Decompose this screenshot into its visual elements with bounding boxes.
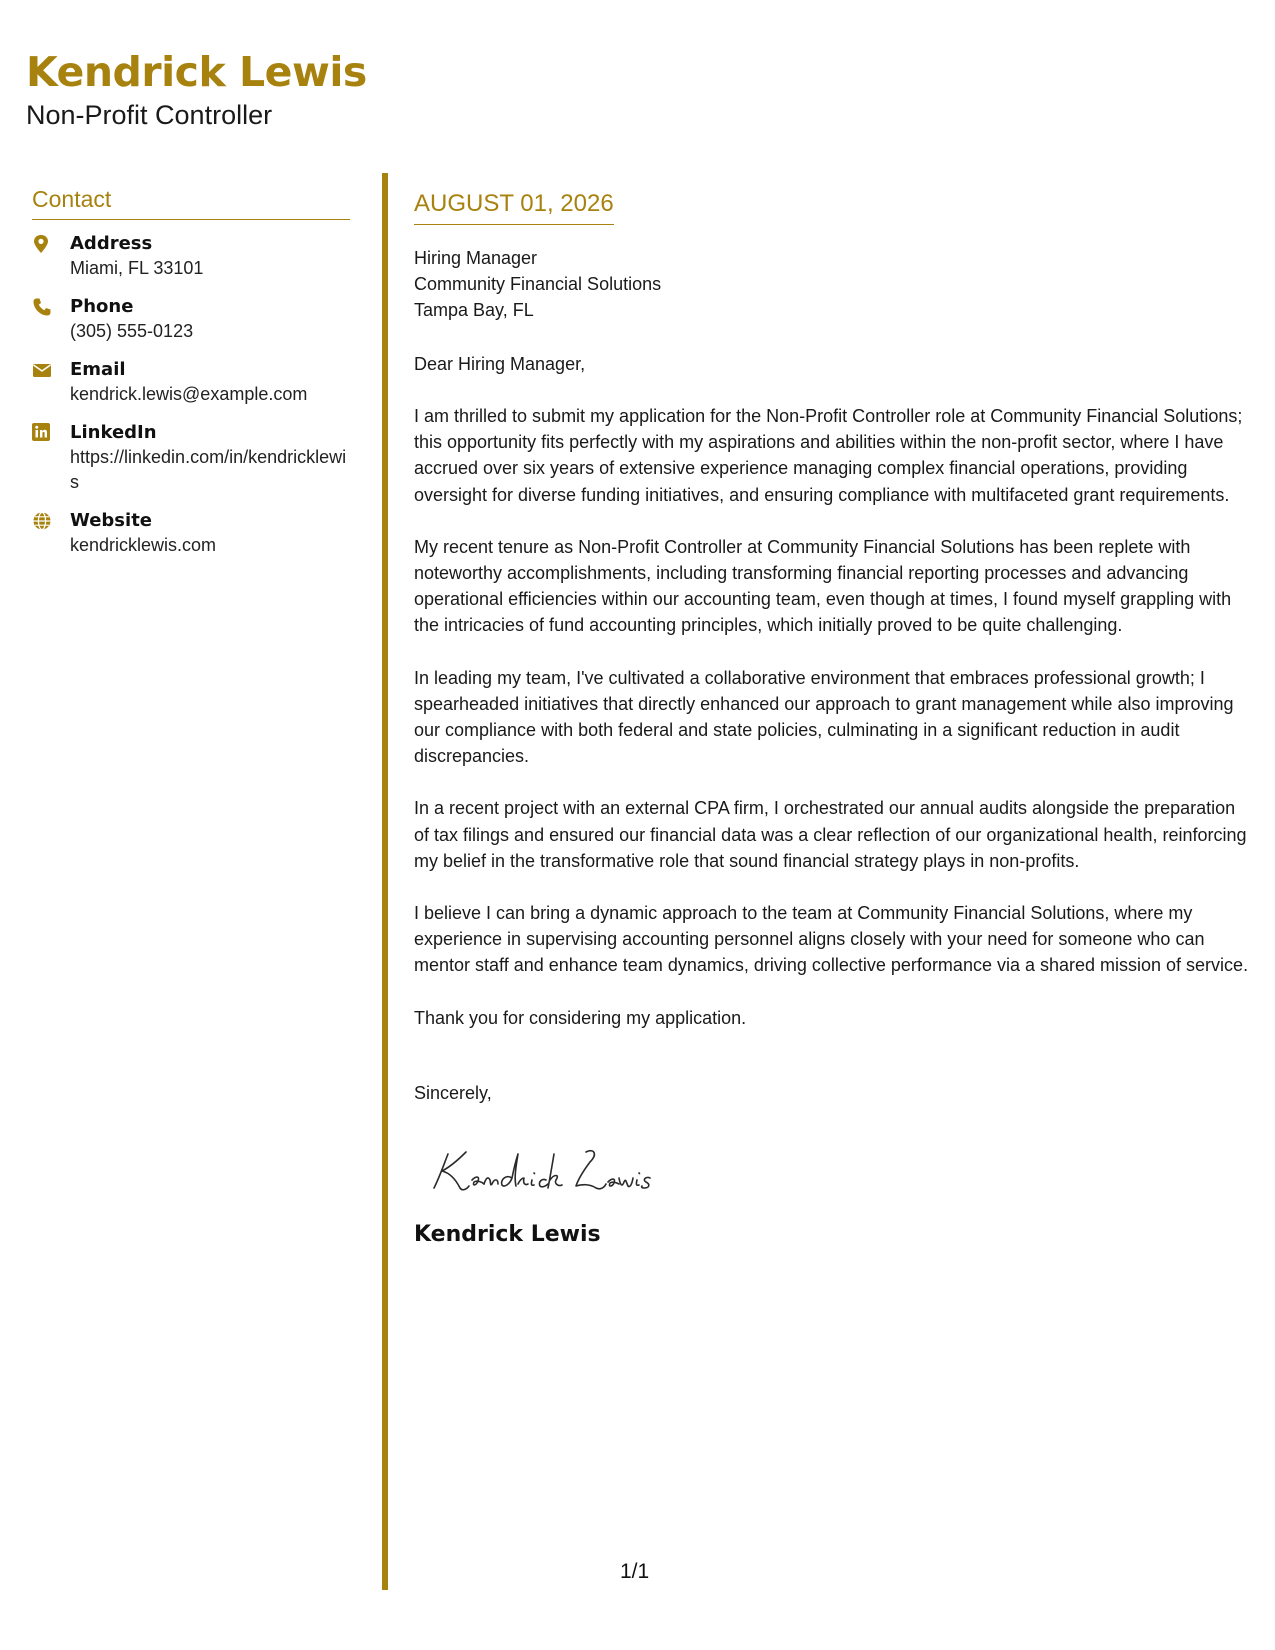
applicant-title: Non-Profit Controller [26, 100, 273, 130]
contact-item-phone [32, 295, 350, 344]
contact-list [32, 232, 350, 558]
contact-label-email: Email [70, 359, 126, 380]
letter-paragraph: Thank you for considering my application. [414, 1007, 747, 1028]
phone-icon [32, 295, 70, 344]
recipient-line: Tampa Bay, FL [414, 300, 534, 320]
linkedin-icon [32, 421, 70, 495]
closing: Sincerely, [414, 1082, 492, 1103]
letter-paragraph: In leading my team, I've cultivated a collaborative environment that embraces professional growth; I spearheaded initiatives that directly enhanced our approach to grant management while also improving our compliance with both federal and state policies, culminating in a significant reduction in audit discrepancies. [414, 667, 1234, 767]
vertical-divider [382, 173, 388, 1590]
contact-item-linkedin [32, 421, 350, 495]
contact-label-phone: Phone [70, 296, 134, 317]
letter-paragraph: My recent tenure as Non-Profit Controller at Community Financial Solutions has been replete with noteworthy accomplishments, including transforming financial reporting processes and advancing operational efficiencies within our accounting team, even though at times, I found myself grappling with the intricacies of fund accounting principles, which initially proved to be quite challenging. [414, 536, 1232, 636]
signer-name: Kendrick Lewis [414, 1221, 601, 1247]
contact-label-linkedin: LinkedIn [70, 422, 157, 443]
recipient-line: Hiring Manager [414, 248, 538, 268]
contact-value-phone: (305) 555-0123 [70, 321, 194, 341]
handwritten-signature [426, 1140, 1254, 1200]
contact-sidebar [32, 186, 350, 572]
letter-paragraph: In a recent project with an external CPA firm, I orchestrated our annual audits alongside the preparation of tax filings and ensured our financial data was a clear reflection of our organizational health, reinforcing my belief in the transformative role that sound financial strategy plays in non-profits. [414, 798, 1247, 871]
page-number: 1/1 [620, 1560, 650, 1583]
letter-paragraph: I believe I can bring a dynamic approach to the team at Community Financial Solutions, where my experience in supervising accounting personnel aligns closely with your need for someone who can mentor staff and enhance team dynamics, driving collective performance via a shared mission of service. [414, 903, 1249, 976]
letter-date: AUGUST 01, 2026 [414, 190, 614, 225]
contact-value-email: kendrick.lewis@example.com [70, 384, 308, 404]
globe-icon [32, 509, 70, 558]
contact-value-linkedin[interactable]: https://linkedin.com/in/kendricklewis [70, 447, 347, 492]
contact-value-address: Miami, FL 33101 [70, 258, 204, 278]
recipient-line: Community Financial Solutions [414, 274, 662, 294]
letter-paragraph: I am thrilled to submit my application for the Non-Profit Controller role at Community Financial Solutions; this opportunity fits perfectly with my aspirations and abilities within the non-profit sector, where I have accrued over six years of extensive experience managing complex financial operations, providing oversight for diverse funding initiatives, and ensuring compliance with multifaceted grant requirements. [414, 406, 1243, 505]
contact-item-address [32, 232, 350, 281]
recipient-block [414, 245, 1254, 323]
contact-heading: Contact [32, 186, 350, 220]
contact-label-website: Website [70, 510, 153, 531]
applicant-name: Kendrick Lewis [26, 48, 367, 96]
map-pin-icon [32, 232, 70, 281]
contact-value-website[interactable]: kendricklewis.com [70, 535, 217, 555]
contact-item-email [32, 358, 350, 407]
contact-label-address: Address [70, 233, 153, 254]
salutation: Dear Hiring Manager, [414, 354, 586, 374]
envelope-icon [32, 358, 70, 407]
letter-body [414, 190, 1254, 1247]
contact-item-website [32, 509, 350, 558]
